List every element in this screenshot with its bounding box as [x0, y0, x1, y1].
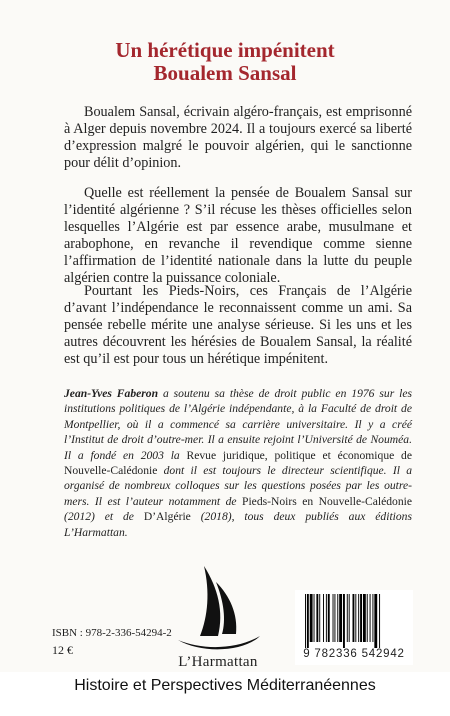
barcode-bar — [358, 594, 359, 642]
book-title-line2: Boualem Sansal — [153, 61, 297, 85]
publisher-logo — [152, 562, 284, 672]
barcode-bar — [367, 594, 368, 642]
barcode-bar — [307, 594, 309, 648]
bio-text-4: (2018), tous deux publiés aux éditions L’Harmattan. — [64, 510, 412, 539]
publisher-name: L’Harmattan — [178, 654, 258, 670]
bio-text-1: a soutenu sa thèse de droit public en 1976 sur les institutions politiques de l’Algérie indépendante, à la Faculté de droit de Montpellier, où il a commencé sa carrière universitaire. Il y a créé l’Institut de droit d’outre-mer. Il a ensuite rejoint l’Université de Nouméa. Il a fondé en 2003 la — [64, 387, 413, 462]
bio-text-2: dont il est toujours le directeur scientifique. Il a organisé de nombreux colloques sur les questions posées par les outre-mers. Il est l’auteur notamment de — [64, 464, 412, 508]
barcode-bar — [370, 594, 371, 642]
blurb-paragraph-2: Quelle est réellement la pensée de Boualem Sansal sur l’identité algérienne ? S’il récuse les thèses officielles selon lesquelles l’Algérie est par essence arabe, musulmane et arabophone, en revanche il revendique comme sienne l’affirmation de l’identité nationale dans la lutte du peuple algérien contre la puissance coloniale. — [64, 185, 412, 286]
bio-text-3: (2012) et de — [64, 510, 144, 524]
sailboat-logo-icon — [174, 562, 262, 654]
barcode-bar — [360, 594, 362, 642]
barcode-bar — [372, 594, 373, 642]
barcode-bar — [355, 594, 356, 642]
barcode-bar — [337, 594, 338, 642]
barcode-bar — [314, 594, 315, 642]
barcode-bars — [303, 594, 405, 648]
barcode-bar — [305, 594, 306, 648]
barcode-bar — [343, 594, 345, 648]
barcode-bar — [347, 594, 348, 642]
isbn: ISBN : 978-2-336-54294-2 — [52, 627, 172, 639]
bio-journal-title: Revue juridique, politique et économique de Nouvelle-Calédonie — [64, 448, 412, 478]
barcode-bar — [316, 594, 318, 642]
blurb-paragraph-1: Boualem Sansal, écrivain algéro-français, est emprisonné à Alger depuis novembre 2024. Il a toujours exercé sa liberté d’expression malgré le pouvoir algérien, qui le sanctionne pour délit d’opinion. — [64, 104, 412, 171]
barcode-bar — [319, 594, 320, 642]
barcode-bar — [326, 594, 327, 642]
bio-book-1: Pieds-Noirs en Nouvelle-Calédonie — [242, 494, 412, 508]
author-biography — [64, 386, 412, 540]
author-name: Jean-Yves Faberon — [64, 387, 159, 400]
barcode-bar — [353, 594, 355, 642]
barcode — [295, 590, 413, 665]
series-title: Histoire et Perspectives Méditerranéennes — [74, 677, 376, 694]
barcode-bar — [334, 594, 335, 642]
barcode-bar — [333, 594, 334, 642]
barcode-bar — [323, 594, 324, 642]
barcode-bar — [363, 594, 366, 642]
price: 12 € — [52, 643, 73, 657]
barcode-bar — [379, 594, 380, 648]
blurb-paragraph-3: Pourtant les Pieds-Noirs, ces Français de l’Algérie d’avant l’indépendance le reconnaissent comme un ami. Sa pensée rebelle mérite une analyse sérieuse. Si les uns et les autres découvrent les hérésies de Boualem Sansal, la réalité est qu’il est pour tous un hérétique impénitent. — [64, 283, 412, 367]
bio-book-2: D’Algérie — [143, 510, 191, 524]
barcode-bar — [339, 594, 342, 642]
book-title-line1: Un hérétique impénitent — [115, 38, 335, 62]
barcode-bar — [374, 594, 377, 648]
barcode-number: 9 782336 542942 — [303, 648, 405, 660]
barcode-bar — [328, 594, 330, 642]
barcode-bar — [310, 594, 313, 642]
barcode-bar — [349, 594, 350, 642]
